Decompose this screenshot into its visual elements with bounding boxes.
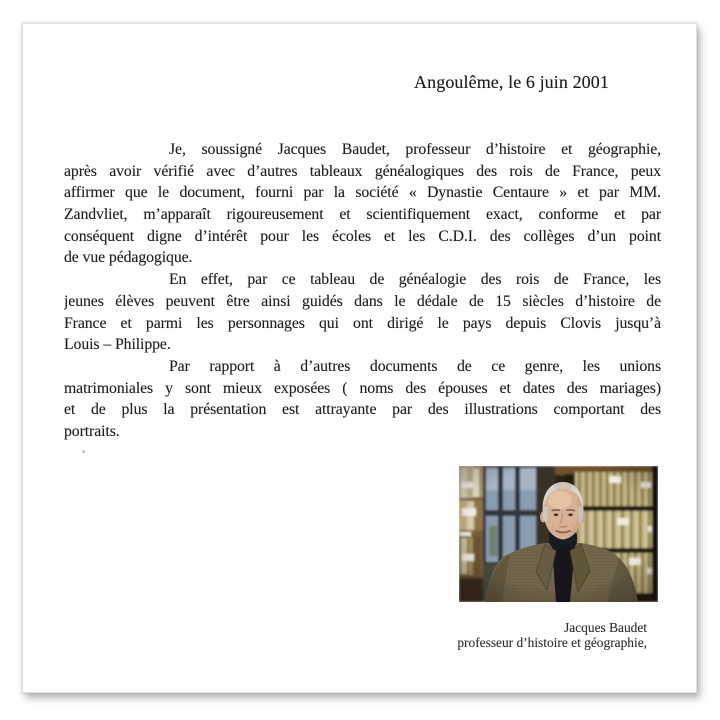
- photo-vignette: [459, 466, 658, 602]
- caption-title: professeur d’histoire et géographie,: [457, 635, 647, 651]
- letter-line: Louis – Philippe.: [64, 336, 171, 354]
- letter-line: jeunes élèves peuvent être ainsi guidés dans le dédale de 15 siècles d’histoire de: [64, 292, 661, 310]
- caption-name: Jacques Baudet: [564, 620, 647, 635]
- letter-line: conséquent digne d’intérêt pour les écoles et les C.D.I. des collèges d’un point: [64, 227, 661, 245]
- photo-caption: [457, 620, 647, 650]
- letter-line: Zandvliet, m’apparaît rigoureusement et scientifiquement exact, conforme et par: [64, 206, 661, 224]
- letter-line: de vue pédagogique.: [64, 249, 193, 267]
- letter-line: et de plus la présentation est attrayante par des illustrations comportant des: [64, 401, 661, 419]
- scan-speck: [82, 450, 85, 453]
- letter-line: portraits.: [64, 422, 120, 440]
- letter-line: Je, soussigné Jacques Baudet, professeur d’histoire et géographie,: [169, 141, 661, 158]
- letter-line: après avoir vérifié avec d’autres tableaux généalogiques des rois de France, peux: [64, 162, 661, 180]
- letter-line: En effet, par ce tableau de généalogie des rois de France, les: [169, 271, 661, 289]
- letter-line: Par rapport à d’autres documents de ce genre, les unions: [169, 357, 661, 375]
- letter-body: [64, 139, 661, 443]
- portrait-photo: [459, 466, 658, 602]
- letter-dateline: Angoulême, le 6 juin 2001: [414, 72, 609, 92]
- letter-line: matrimoniales y sont mieux exposées ( noms des épouses et dates des mariages): [64, 379, 661, 397]
- letter-line: affirmer que le document, fourni par la société « Dynastie Centaure » et par MM.: [64, 184, 661, 202]
- letter-line: France et parmi les personnages qui ont dirigé le pays depuis Clovis jusqu’à: [64, 314, 661, 332]
- letter-sheet: [22, 23, 697, 693]
- portrait-photo-illustration: [459, 466, 658, 602]
